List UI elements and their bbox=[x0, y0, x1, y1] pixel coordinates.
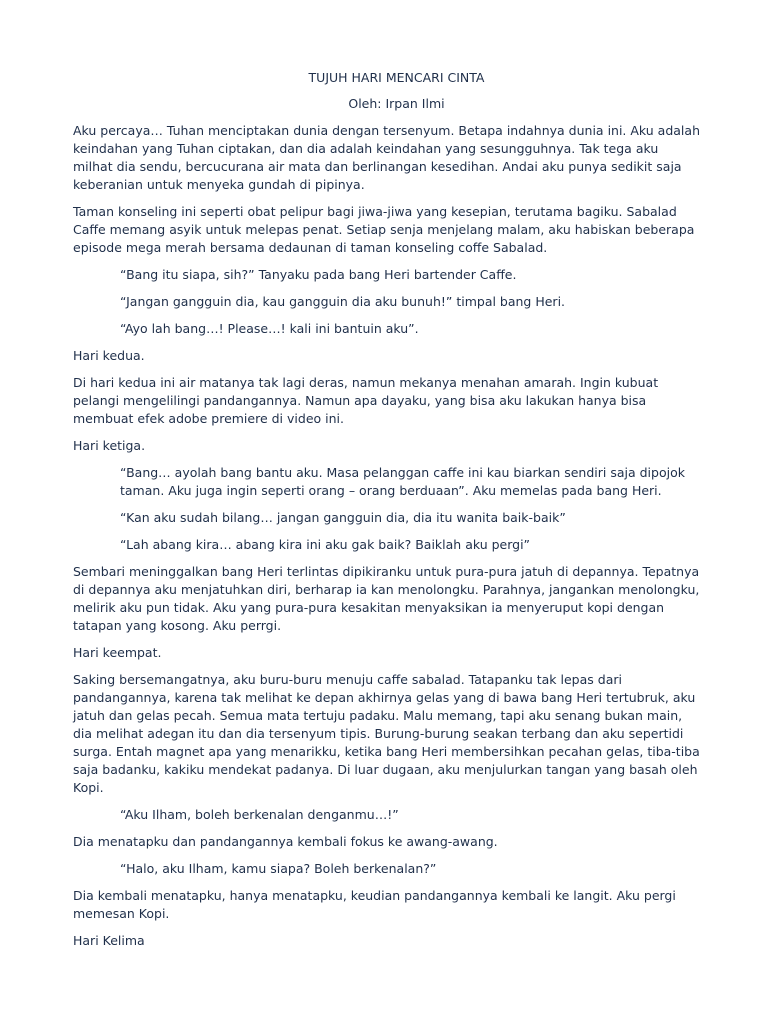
section-heading: Hari Kelima bbox=[73, 933, 145, 948]
section-heading: Hari kedua. bbox=[73, 348, 145, 363]
paragraph: Saking bersemangatnya, aku buru-buru menuju caffe sabalad. Tatapanku tak lepas dari pandangannya, karena tak melihat ke depan akhirnya gelas yang di bawa bang Heri tertubruk, aku jatuh dan gelas pecah. Semua mata tertuju padaku. Malu memang, tapi aku senang bukan main, dia melihat adegan itu dan dia tersenyum tipis. Burung-burung seakan terbang dan aku sepertidi surga. Entah magnet apa yang menarikku, ketika bang Heri membersihkan pecahan gelas, tiba-tiba saja badanku, kakiku mendekat padanya. Di luar dugaan, aku menjulurkan tangan yang basah oleh Kopi. bbox=[73, 672, 700, 795]
dialogue-line: “Aku Ilham, boleh berkenalan denganmu…!” bbox=[120, 807, 399, 822]
section-heading: Hari ketiga. bbox=[73, 438, 146, 453]
paragraph: Dia menatapku dan pandangannya kembali fokus ke awang-awang. bbox=[73, 834, 498, 849]
dialogue-line: “Bang… ayolah bang bantu aku. Masa pelanggan caffe ini kau biarkan sendiri saja dipojok taman. Aku juga ingin seperti orang – orang berduaan”. Aku memelas pada bang Heri. bbox=[120, 465, 685, 498]
paragraph: Taman konseling ini seperti obat pelipur bagi jiwa-jiwa yang kesepian, terutama bagiku. Sabalad Caffe memang asyik untuk melepas penat. Setiap senja menjelang malam, aku habiskan beberapa episode mega merah bersama dedaunan di taman konseling coffe Sabalad. bbox=[73, 204, 695, 255]
paragraph: Sembari meninggalkan bang Heri terlintas dipikiranku untuk pura-pura jatuh di depannya. Tepatnya di depannya aku menjatuhkan diri, berharap ia kan menolongku. Parahnya, jangankan menolongku, melirik aku pun tidak. Aku yang pura-pura kesakitan menyaksikan ia menyeruput kopi dengan tatapan yang kosong. Aku perrgi. bbox=[73, 564, 700, 633]
dialogue-line: “Ayo lah bang…! Please…! kali ini bantuin aku”. bbox=[120, 321, 419, 336]
document-author: Oleh: Irpan Ilmi bbox=[348, 96, 445, 111]
paragraph: Dia kembali menatapku, hanya menatapku, keudian pandangannya kembali ke langit. Aku pergi memesan Kopi. bbox=[73, 888, 676, 921]
document-title: TUJUH HARI MENCARI CINTA bbox=[308, 70, 485, 85]
dialogue-line: “Bang itu siapa, sih?” Tanyaku pada bang Heri bartender Caffe. bbox=[120, 267, 517, 282]
dialogue-line: “Halo, aku Ilham, kamu siapa? Boleh berkenalan?” bbox=[120, 861, 437, 876]
section-heading: Hari keempat. bbox=[73, 645, 162, 660]
paragraph: Aku percaya… Tuhan menciptakan dunia dengan tersenyum. Betapa indahnya dunia ini. Aku adalah keindahan yang Tuhan ciptakan, dan dia adalah keindahan yang sesungguhnya. Tak tega aku milhat dia sendu, bercucurana air mata dan berlinangan kesedihan. Andai aku punya sedikit saja keberanian untuk menyeka gundah di pipinya. bbox=[73, 123, 700, 192]
paragraph: Di hari kedua ini air matanya tak lagi deras, namun mekanya menahan amarah. Ingin kubuat pelangi mengelilingi pandangannya. Namun apa dayaku, yang bisa aku lakukan hanya bisa membuat efek adobe premiere di video ini. bbox=[73, 375, 659, 426]
dialogue-line: “Lah abang kira… abang kira ini aku gak baik? Baiklah aku pergi” bbox=[120, 537, 531, 552]
dialogue-line: “Jangan gangguin dia, kau gangguin dia aku bunuh!” timpal bang Heri. bbox=[120, 294, 566, 309]
dialogue-line: “Kan aku sudah bilang… jangan gangguin dia, dia itu wanita baik-baik” bbox=[120, 510, 566, 525]
